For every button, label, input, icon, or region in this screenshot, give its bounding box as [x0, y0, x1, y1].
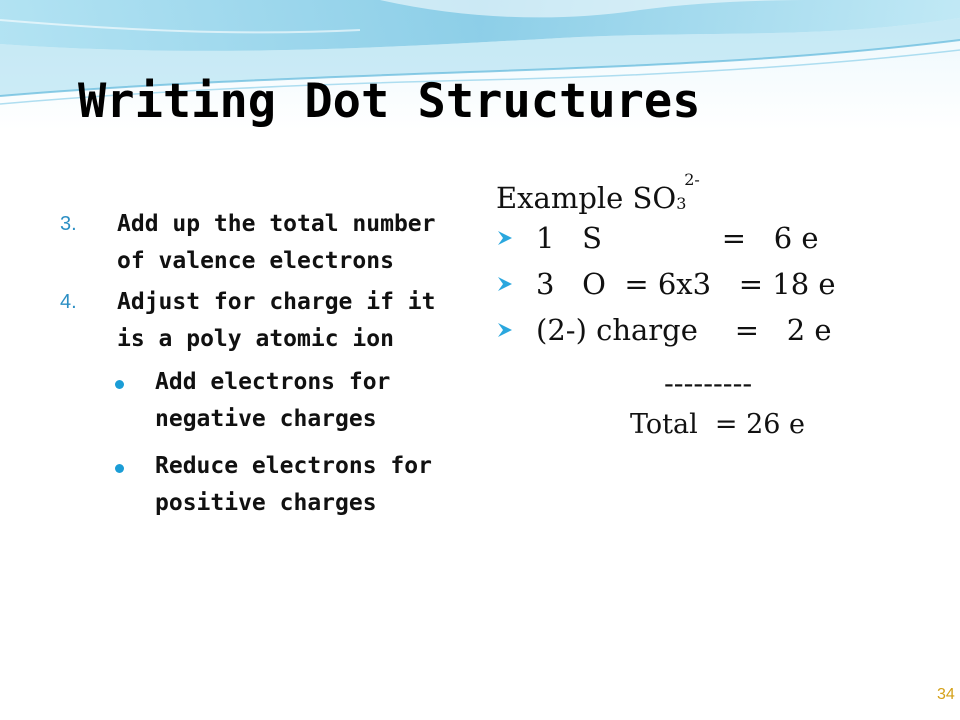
sub-bullet-list: [60, 364, 460, 522]
arrow-bullet-icon: [496, 275, 514, 293]
row-text: 3 O = 6x3 = 18 e: [536, 267, 836, 301]
arrow-bullet-icon: [496, 229, 514, 247]
step-item: [60, 206, 460, 280]
step-number: 3.: [60, 213, 77, 235]
step-text: Adjust for charge if it is a poly atomic ion: [117, 289, 436, 352]
example-heading: [496, 170, 916, 218]
sum-separator: ---------: [664, 366, 753, 400]
page-number: 34: [937, 686, 955, 703]
step-number: 4.: [60, 291, 77, 313]
sub-bullet-item: [60, 364, 460, 438]
slide-title: Writing Dot Structures: [78, 74, 701, 129]
formula-subscript: 3: [676, 194, 687, 213]
step-item: [60, 284, 460, 358]
bullet-dot-icon: [115, 464, 124, 473]
step-text: Add up the total number of valence electrons: [117, 211, 436, 274]
row-text: (2-) charge = 2 e: [536, 313, 832, 347]
example-panel: [496, 170, 916, 440]
arrow-bullet-icon: [496, 321, 514, 339]
sub-bullet-text: Add electrons for negative charges: [155, 369, 391, 432]
formula-superscript: 2-: [684, 170, 700, 189]
formula-script: [676, 170, 702, 213]
row-text: 1 S = 6 e: [536, 221, 819, 255]
electron-count-row: [496, 264, 916, 310]
bullet-dot-icon: [115, 380, 124, 389]
electron-count-row: [496, 310, 916, 356]
sub-bullet-item: [60, 448, 460, 522]
electron-count-row: [496, 218, 916, 264]
example-label: Example SO: [496, 181, 677, 215]
sub-bullet-text: Reduce electrons for positive charges: [155, 453, 432, 516]
total-line: Total = 26 e: [630, 409, 806, 440]
steps-list: [60, 206, 460, 532]
